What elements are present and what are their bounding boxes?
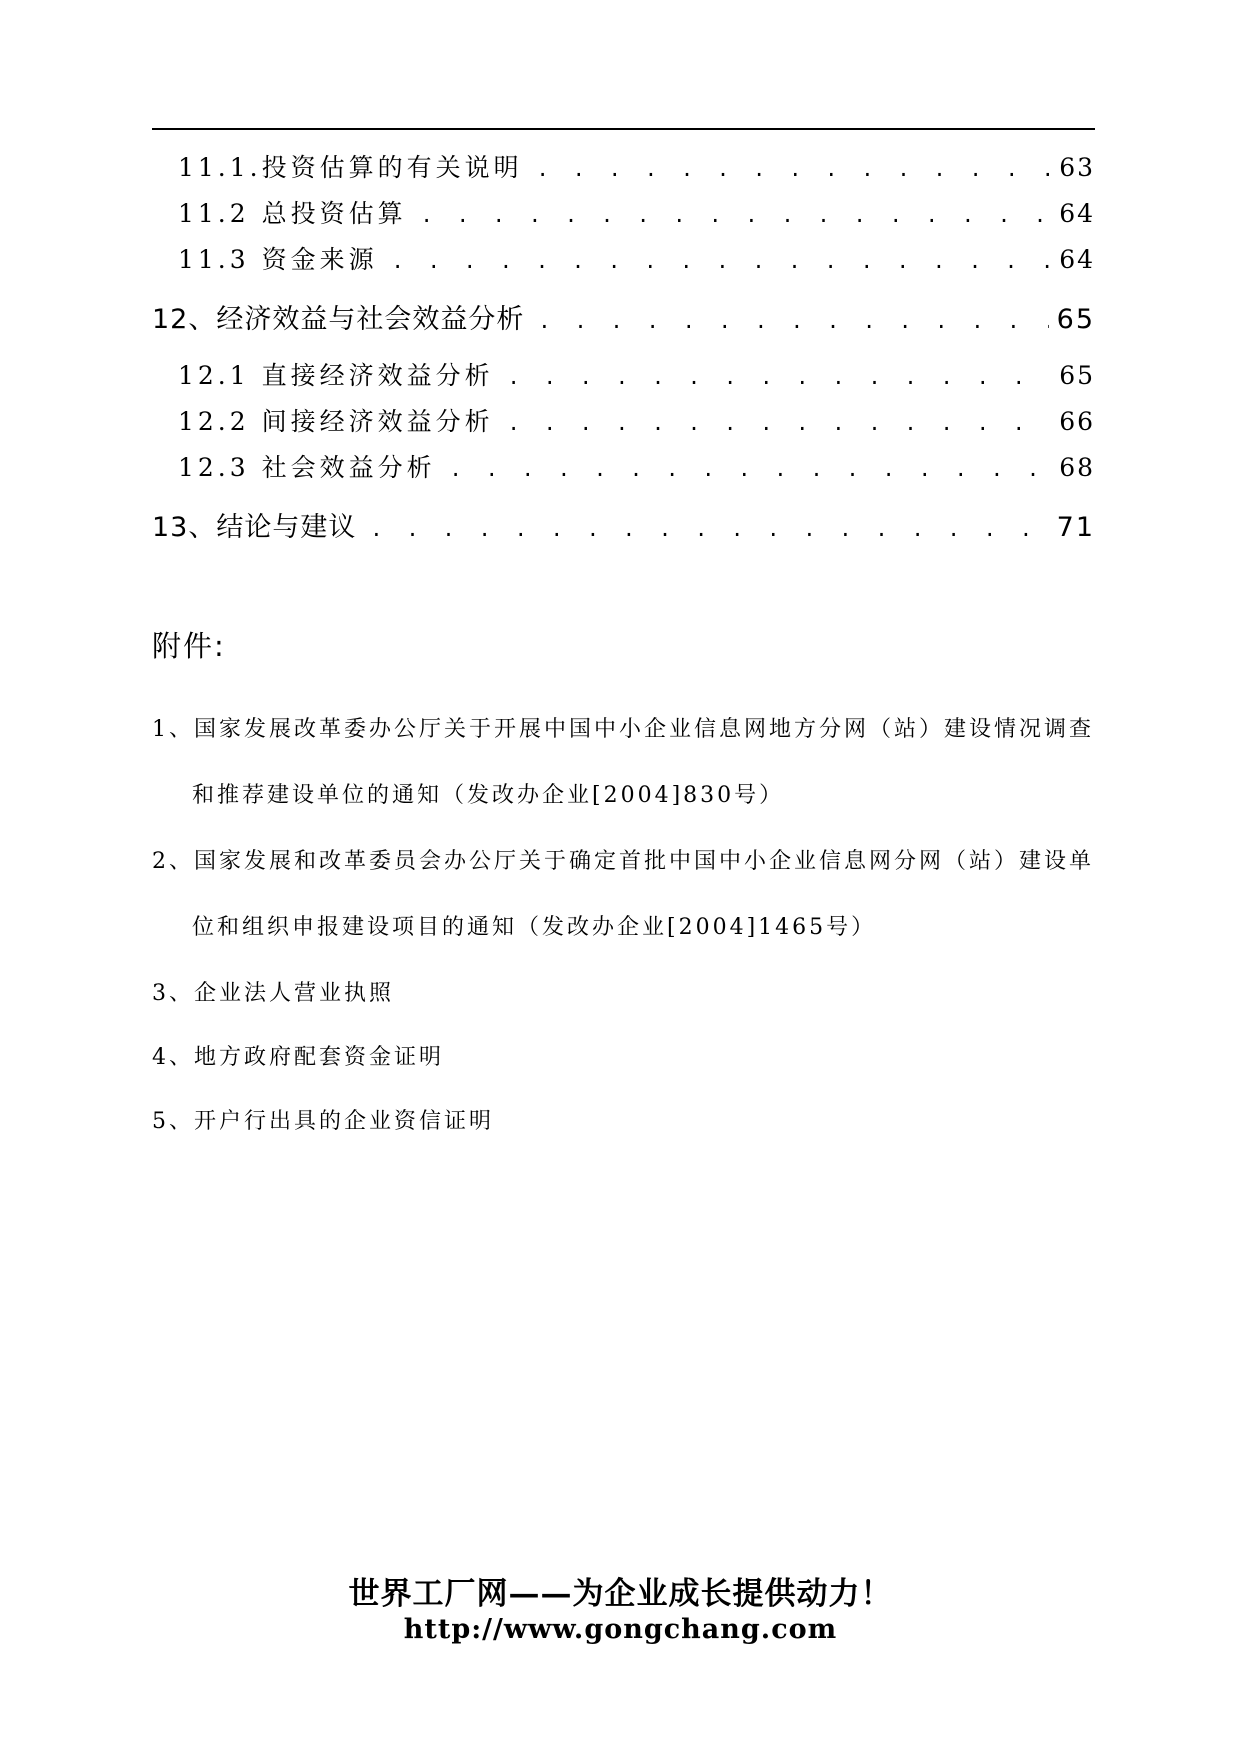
- toc-entry-page: 64: [1059, 245, 1095, 274]
- toc-entry-page: 66: [1059, 407, 1095, 436]
- toc-dot-leader: [370, 517, 1048, 541]
- attachment-item-3: 3、企业法人营业执照: [152, 981, 394, 1006]
- attachments-title: 附件:: [152, 629, 226, 663]
- toc-dot-leader: [537, 157, 1052, 181]
- toc-entry-label: 12.2 间接经济效益分析: [178, 407, 494, 436]
- toc-dot-leader: [450, 457, 1052, 481]
- toc-entry-label: 13、结论与建议: [152, 512, 357, 543]
- toc-entry-label: 11.1.投资估算的有关说明: [178, 153, 523, 182]
- attachment-item-4: 4、地方政府配套资金证明: [152, 1045, 444, 1070]
- toc-entry-label: 11.3 资金来源: [178, 245, 378, 274]
- toc-entry[interactable]: [152, 402, 1095, 438]
- toc-entry-page: 68: [1059, 453, 1095, 482]
- toc-entry[interactable]: [152, 194, 1095, 230]
- toc-entry[interactable]: [152, 448, 1095, 484]
- attachment-item-2-line2: 位和组织申报建设项目的通知（发改办企业[2004]1465号）: [192, 915, 877, 940]
- toc-entry[interactable]: [152, 297, 1095, 336]
- footer-url[interactable]: http://www.gongchang.com: [403, 1614, 838, 1645]
- toc-dot-leader: [508, 411, 1052, 435]
- toc-entry-page: 65: [1056, 304, 1095, 335]
- toc-entry-label: 11.2 总投资估算: [178, 199, 407, 228]
- toc-entry-page: 63: [1059, 153, 1095, 182]
- toc-dot-leader: [508, 365, 1052, 389]
- header-rule: [152, 128, 1095, 130]
- toc-dot-leader: [392, 249, 1052, 273]
- attachment-item-1-line1: 1、国家发展改革委办公厅关于开展中国中小企业信息网地方分网（站）建设情况调查: [152, 717, 1094, 742]
- attachment-item-1-line2: 和推荐建设单位的通知（发改办企业[2004]830号）: [192, 783, 785, 808]
- toc-entry-label: 12.3 社会效益分析: [178, 453, 436, 482]
- toc-dot-leader: [538, 309, 1048, 333]
- toc-entry-label: 12.1 直接经济效益分析: [178, 361, 494, 390]
- toc-entry[interactable]: [152, 148, 1095, 184]
- footer-slogan: 世界工厂网——为企业成长提供动力！: [348, 1576, 893, 1612]
- toc-entry-page: 64: [1059, 199, 1095, 228]
- toc-entry-label: 12、经济效益与社会效益分析: [152, 304, 525, 335]
- toc-entry[interactable]: [152, 356, 1095, 392]
- attachment-item-5: 5、开户行出具的企业资信证明: [152, 1109, 494, 1134]
- toc-entry[interactable]: [152, 505, 1095, 544]
- toc-dot-leader: [421, 203, 1052, 227]
- toc-entry[interactable]: [152, 240, 1095, 276]
- attachment-item-2-line1: 2、国家发展和改革委员会办公厅关于确定首批中国中小企业信息网分网（站）建设单: [152, 849, 1094, 874]
- toc-entry-page: 65: [1059, 361, 1095, 390]
- toc-entry-page: 71: [1056, 512, 1095, 543]
